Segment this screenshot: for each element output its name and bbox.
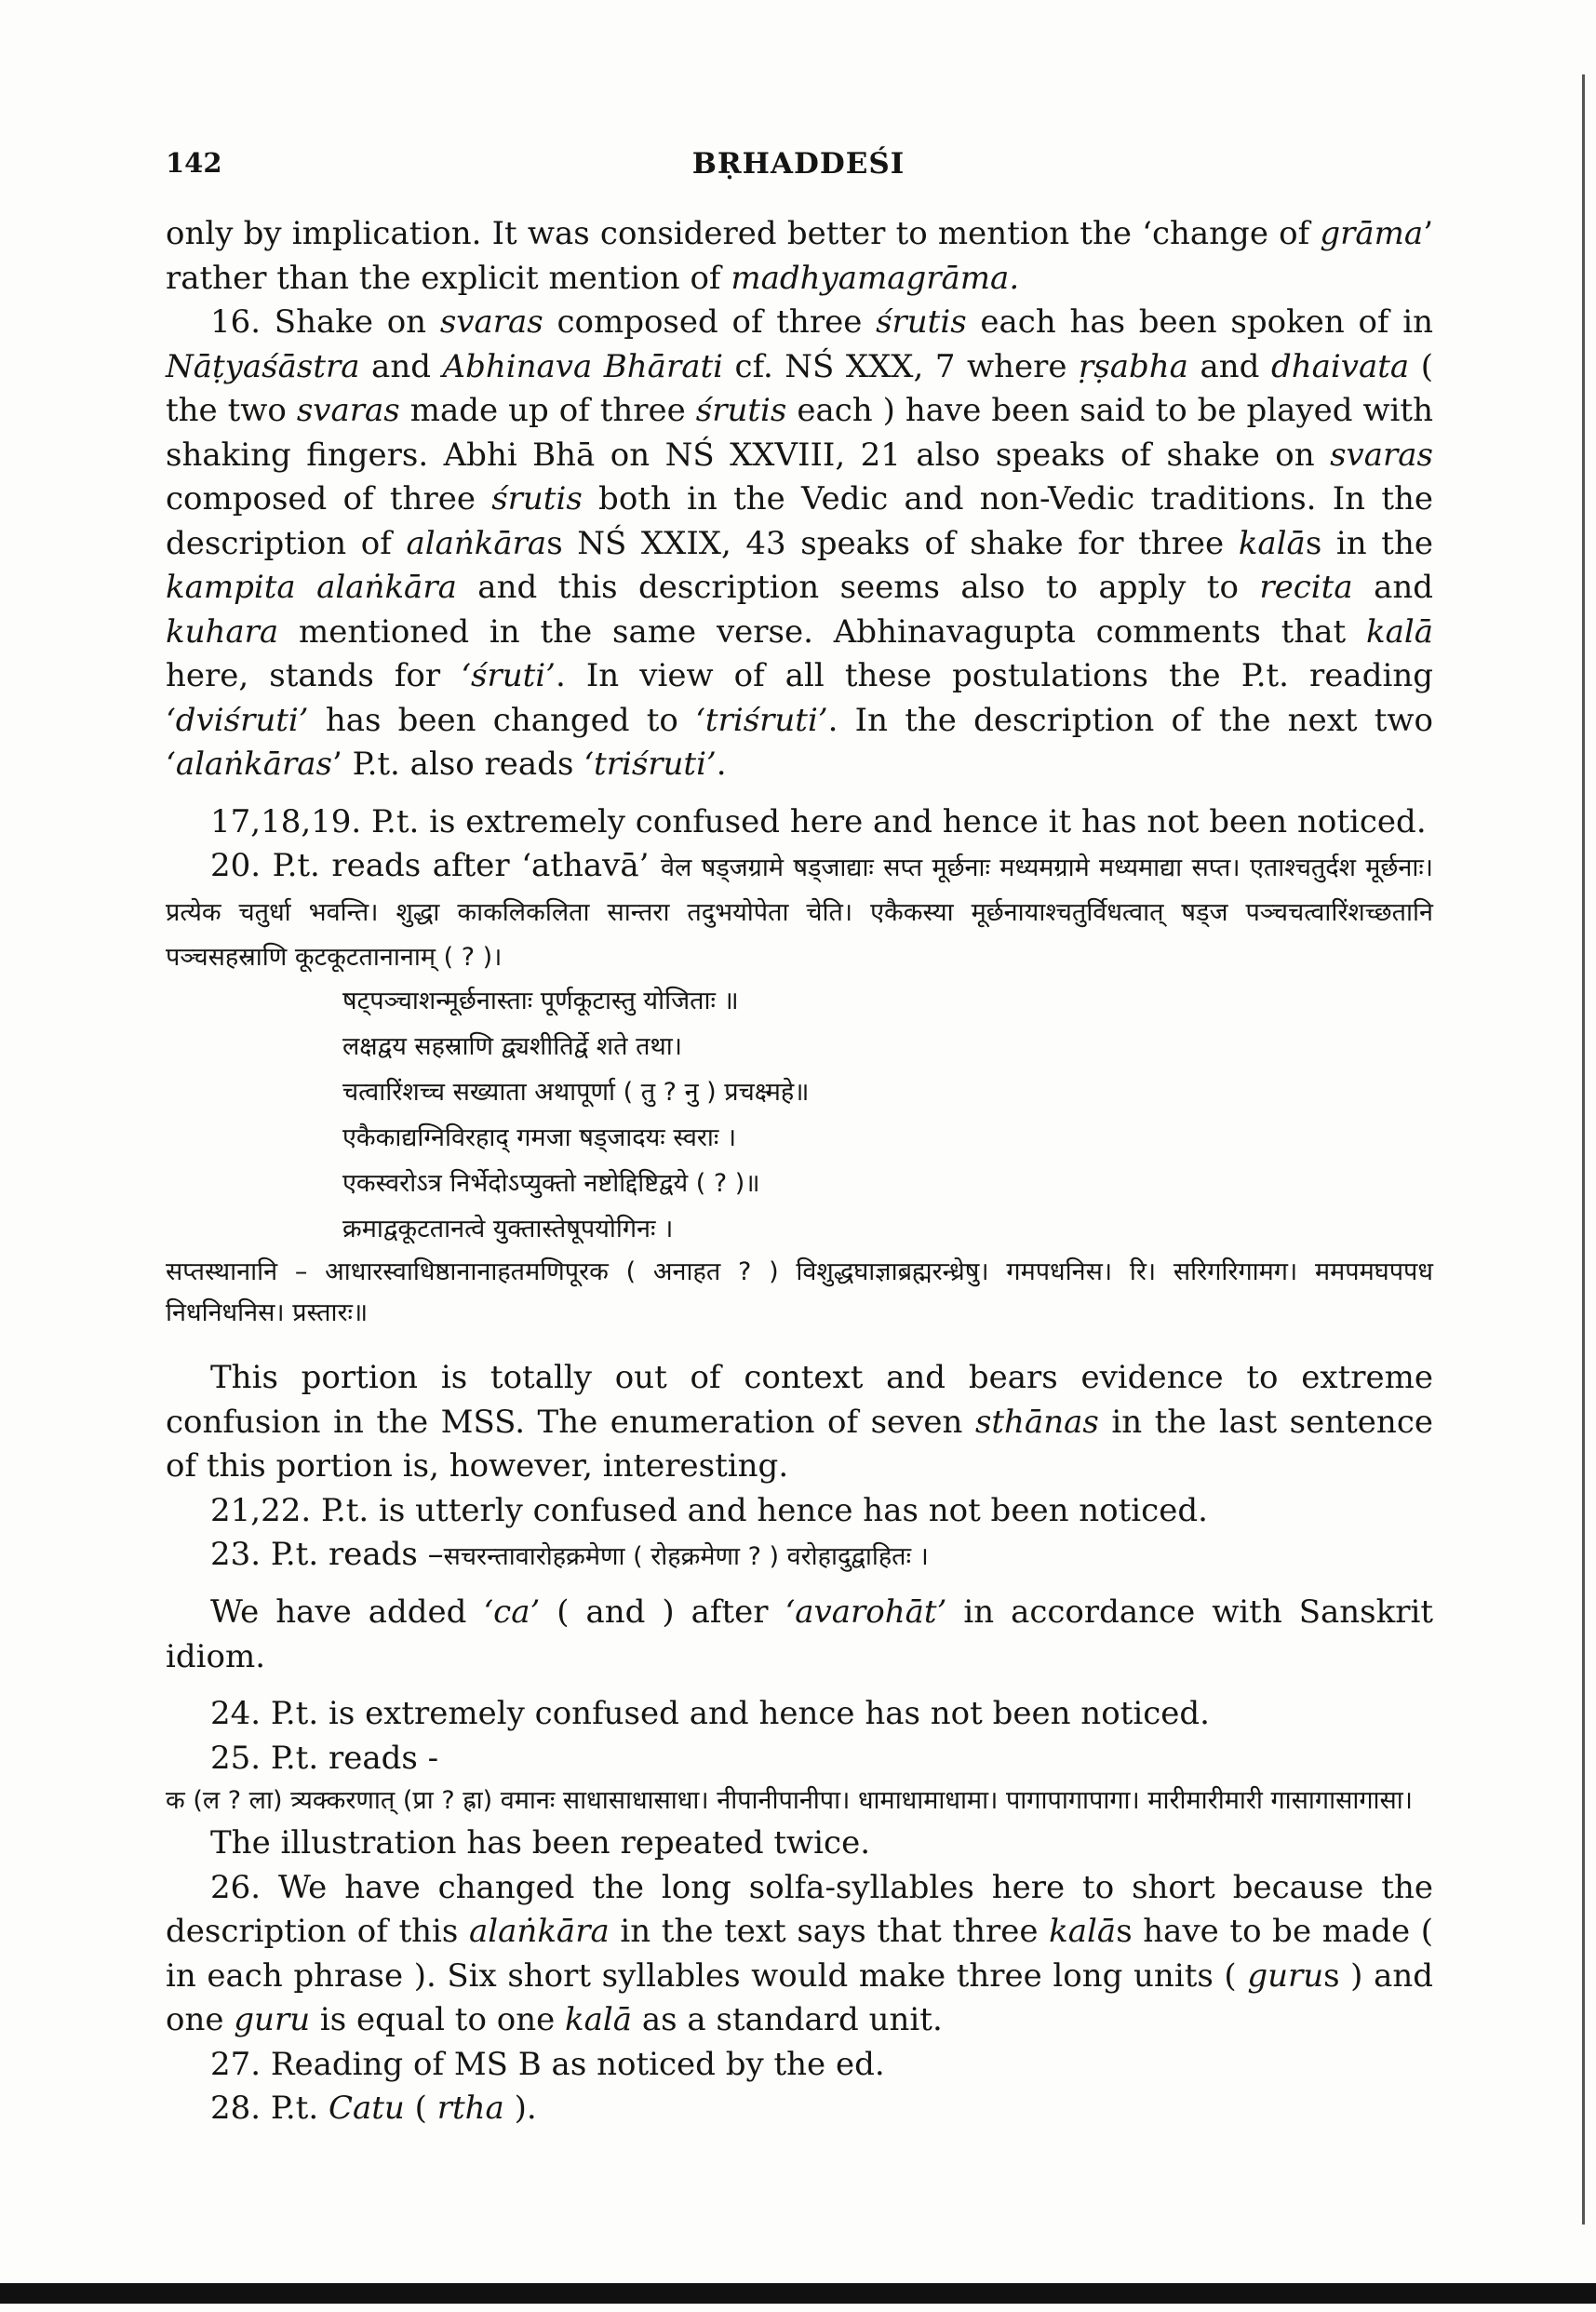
note-25-comment: The illustration has been repeated twice. [210,1824,871,1862]
note-20-comment: This portion is totally out of context and bears evidence to extreme confusion in the MSS. The enumeration of seven sthānas in the last sentence of this portion is, however, interesting. [166,1359,1433,1485]
verse-line: चत्वारिंशच्च सख्याता अथापूर्णा ( तु ? नु ) प्रचक्ष्महे॥ [342,1078,810,1107]
note-20-sanskrit: वेल षड्जग्रामे षड्जाद्याः सप्त मूर्छनाः मध्यमग्रामे मध्यमाद्या सप्त। एताश्चतुर्दश मूर्छनाः। प्रत्येक चतुर्धा भवन्ति। शुद्धा काकलिकलिता सान्तरा तदुभयोपेता चेति। एकैकस्या मूर्छनायाश्चतुर्विधत्वात् षड्ज पञ्चचत्वारिंशच्छतानि पञ्चसहस्राणि कूटकूटतानानाम् ( ? )। [166,854,1434,972]
verse-line: लक्षद्वय सहस्राणि द्व्यशीतिर्द्वे शते तथा। [342,1032,682,1061]
spacer [166,1578,1433,1591]
running-title: BṚHADDEŚI [691,147,905,181]
note-25: 25. P.t. reads - [210,1739,439,1777]
note-20-intro [166,844,1433,978]
paragraph-continuation: only by implication. It was considered better to mention the ‘change of grāma’ rather than the explicit mention of madhyamagrāma. [166,215,1433,297]
note-23 [166,1533,1433,1578]
note-23-label: 23. P.t. reads – [210,1536,444,1573]
note-16: 16. Shake on svaras composed of three śrutis each has been spoken of in Nāṭyaśāstra and Abhinava Bhārati cf. NŚ XXX, 7 where ṛṣabha and dhaivata ( the two svaras made up of three śrutis each ) have been said to be played with shaking fingers. Abhi Bhā on NŚ XXVIII, 21 also speaks of shake on svaras composed of three śrutis both in the Vedic and non-Vedic traditions. In the description of alaṅkāras NŚ XXIX, 43 speaks of shake for three kalās in the kampita alaṅkāra and this description seems also to apply to recita and kuhara mentioned in the same verse. Abhinavagupta comments that kalā here, stands for ‘śruti’. In view of all these postulations the P.t. reading ‘dviśruti’ has been changed to ‘triśruti’. In the description of the next two ‘alaṅkāras’ P.t. also reads ‘triśruti’. [166,303,1434,783]
verse-line: एकस्वरोऽत्र निर्भेदोऽप्युक्तो नष्टोद्दिष्टिद्वये ( ? )॥ [342,1169,760,1198]
verse-line: क्रमाद्वकूटतानत्वे युक्तास्तेषूपयोगिनः । [342,1215,674,1243]
sanskrit-verse-block [166,978,1433,1252]
note-28: 28. P.t. Catu ( rtha ). [210,2090,537,2127]
spacer [166,787,1433,800]
scan-bottom-bar [0,2283,1596,2304]
spacer [166,1679,1433,1692]
page-body [166,212,1433,2131]
note-23-comment: We have added ‘ca’ ( and ) after ‘avarohāt’ in accordance with Sanskrit idiom. [166,1593,1433,1675]
sanskrit-sthanas: सप्तस्थानानि – आधारस्वाधिष्ठानानाहतमणिपूरक ( अनाहत ? ) विशुद्धघाज्ञाब्रह्मरन्ध्रेषु। गमपधनिस। रि। सरिगरिगामग। ममपमघपपध निधनिधनिस। प्रस्तारः॥ [166,1257,1433,1327]
note-27: 27. Reading of MS B as noticed by the ed. [210,2045,885,2083]
note-26: 26. We have changed the long solfa-syllables here to short because the description of this alaṅkāra in the text says that three kalās have to be made ( in each phrase ). Six short syllables would make three long units ( gurus ) and one guru is equal to one kalā as a standard unit. [166,1868,1433,2038]
note-20-label: 20. P.t. reads after ‘athavā’ [210,847,650,884]
note-23-sanskrit: सचरन्तावारोहक्रमेणा ( रोहक्रमेणा ? ) वरोहादुद्वाहितः । [443,1542,929,1571]
page-header [166,147,1431,192]
note-21-22: 21,22. P.t. is utterly confused and hence has not been noticed. [210,1491,1208,1529]
verse-line: षट्पञ्चाशन्मूर्छनास्ताः पूर्णकूटास्तु योजिताः ॥ [342,987,739,1015]
page-number: 142 [166,147,222,179]
note-25-sanskrit: क (ल ? ला) त्र्यक्करणात् (प्रा ? ह्रा) वमानः साधासाधासाधा। नीपानीपानीपा। धामाधामाधामा। पागापागापागा। मारीमारीमारी गासागासागासा। [166,1786,1414,1815]
page-edge-line [1582,74,1585,2225]
note-17-19: 17,18,19. P.t. is extremely confused here and hence it has not been noticed. [210,802,1427,840]
spacer [166,1334,1433,1356]
note-24: 24. P.t. is extremely confused and hence has not been noticed. [210,1695,1210,1732]
verse-line: एकैकाद्यग्निविरहाद् गमजा षड्जादयः स्वराः । [342,1123,737,1152]
